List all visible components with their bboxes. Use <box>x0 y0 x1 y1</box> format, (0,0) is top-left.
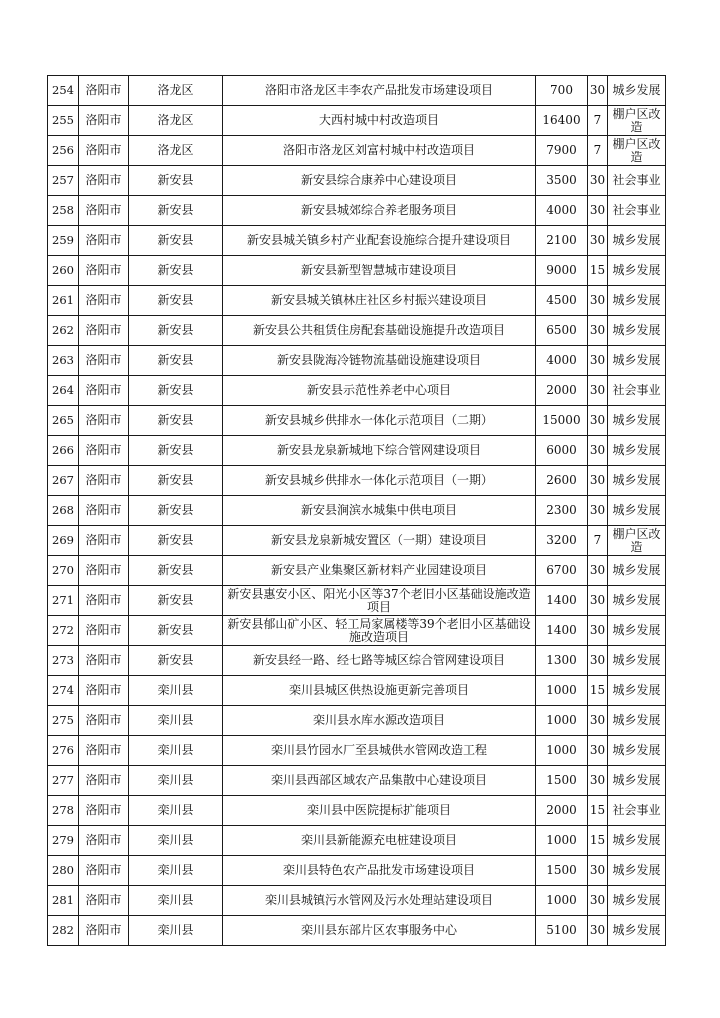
row-number-cell: 274 <box>48 676 79 706</box>
district-cell: 新安县 <box>129 166 223 196</box>
city-cell: 洛阳市 <box>79 586 129 616</box>
category-cell: 城乡发展 <box>608 766 666 796</box>
amount-cell: 4500 <box>536 286 588 316</box>
city-cell: 洛阳市 <box>79 226 129 256</box>
amount-cell: 2000 <box>536 796 588 826</box>
amount-cell: 2600 <box>536 466 588 496</box>
district-cell: 新安县 <box>129 286 223 316</box>
category-cell: 城乡发展 <box>608 706 666 736</box>
district-cell: 栾川县 <box>129 796 223 826</box>
city-cell: 洛阳市 <box>79 766 129 796</box>
project-name-cell: 新安县产业集聚区新材料产业园建设项目 <box>223 556 536 586</box>
city-cell: 洛阳市 <box>79 616 129 646</box>
district-cell: 栾川县 <box>129 706 223 736</box>
city-cell: 洛阳市 <box>79 676 129 706</box>
project-name-cell: 新安县龙泉新城安置区（一期）建设项目 <box>223 526 536 556</box>
project-name-cell: 新安县公共租赁住房配套基础设施提升改造项目 <box>223 316 536 346</box>
district-cell: 新安县 <box>129 226 223 256</box>
row-number-cell: 255 <box>48 106 79 136</box>
category-cell: 城乡发展 <box>608 556 666 586</box>
project-name-cell: 栾川县东部片区农事服务中心 <box>223 916 536 946</box>
row-number-cell: 281 <box>48 886 79 916</box>
project-name-cell: 新安县城乡供排水一体化示范项目（二期） <box>223 406 536 436</box>
years-cell: 30 <box>588 316 608 346</box>
city-cell: 洛阳市 <box>79 856 129 886</box>
district-cell: 新安县 <box>129 256 223 286</box>
category-cell: 城乡发展 <box>608 586 666 616</box>
amount-cell: 3500 <box>536 166 588 196</box>
years-cell: 30 <box>588 766 608 796</box>
amount-cell: 1000 <box>536 676 588 706</box>
category-cell: 城乡发展 <box>608 886 666 916</box>
district-cell: 新安县 <box>129 556 223 586</box>
district-cell: 新安县 <box>129 466 223 496</box>
project-name-cell: 新安县城关镇乡村产业配套设施综合提升建设项目 <box>223 226 536 256</box>
category-cell: 城乡发展 <box>608 736 666 766</box>
table-row <box>48 736 666 766</box>
years-cell: 30 <box>588 706 608 736</box>
city-cell: 洛阳市 <box>79 736 129 766</box>
district-cell: 栾川县 <box>129 676 223 706</box>
project-name-cell: 新安县示范性养老中心项目 <box>223 376 536 406</box>
table-row <box>48 316 666 346</box>
amount-cell: 1300 <box>536 646 588 676</box>
city-cell: 洛阳市 <box>79 196 129 226</box>
years-cell: 15 <box>588 796 608 826</box>
category-cell: 城乡发展 <box>608 436 666 466</box>
years-cell: 30 <box>588 466 608 496</box>
category-cell: 城乡发展 <box>608 466 666 496</box>
row-number-cell: 269 <box>48 526 79 556</box>
category-cell: 棚户区改造 <box>608 106 666 136</box>
years-cell: 7 <box>588 526 608 556</box>
table-body <box>48 76 666 946</box>
row-number-cell: 266 <box>48 436 79 466</box>
district-cell: 新安县 <box>129 616 223 646</box>
category-cell: 城乡发展 <box>608 646 666 676</box>
district-cell: 栾川县 <box>129 886 223 916</box>
table-row <box>48 226 666 256</box>
years-cell: 30 <box>588 616 608 646</box>
category-cell: 城乡发展 <box>608 226 666 256</box>
project-name-cell: 新安县城乡供排水一体化示范项目（一期） <box>223 466 536 496</box>
category-cell: 社会事业 <box>608 166 666 196</box>
city-cell: 洛阳市 <box>79 466 129 496</box>
row-number-cell: 275 <box>48 706 79 736</box>
city-cell: 洛阳市 <box>79 646 129 676</box>
district-cell: 洛龙区 <box>129 106 223 136</box>
project-name-cell: 新安县涧滨水城集中供电项目 <box>223 496 536 526</box>
table-row <box>48 796 666 826</box>
years-cell: 30 <box>588 586 608 616</box>
amount-cell: 700 <box>536 76 588 106</box>
city-cell: 洛阳市 <box>79 706 129 736</box>
city-cell: 洛阳市 <box>79 916 129 946</box>
table-row <box>48 886 666 916</box>
city-cell: 洛阳市 <box>79 886 129 916</box>
years-cell: 30 <box>588 886 608 916</box>
project-name-cell: 新安县惠安小区、阳光小区等37个老旧小区基础设施改造项目 <box>223 586 536 616</box>
row-number-cell: 262 <box>48 316 79 346</box>
table-row <box>48 346 666 376</box>
amount-cell: 1400 <box>536 586 588 616</box>
amount-cell: 1000 <box>536 736 588 766</box>
row-number-cell: 257 <box>48 166 79 196</box>
amount-cell: 4000 <box>536 346 588 376</box>
city-cell: 洛阳市 <box>79 106 129 136</box>
row-number-cell: 277 <box>48 766 79 796</box>
table-row <box>48 706 666 736</box>
table-row <box>48 376 666 406</box>
table-row <box>48 496 666 526</box>
years-cell: 30 <box>588 736 608 766</box>
years-cell: 15 <box>588 676 608 706</box>
project-name-cell: 新安县综合康养中心建设项目 <box>223 166 536 196</box>
project-name-cell: 栾川县水库水源改造项目 <box>223 706 536 736</box>
amount-cell: 2000 <box>536 376 588 406</box>
table-row <box>48 856 666 886</box>
amount-cell: 9000 <box>536 256 588 286</box>
table-row <box>48 916 666 946</box>
row-number-cell: 271 <box>48 586 79 616</box>
row-number-cell: 268 <box>48 496 79 526</box>
row-number-cell: 254 <box>48 76 79 106</box>
city-cell: 洛阳市 <box>79 166 129 196</box>
amount-cell: 2100 <box>536 226 588 256</box>
category-cell: 城乡发展 <box>608 496 666 526</box>
table-row <box>48 616 666 646</box>
years-cell: 30 <box>588 856 608 886</box>
category-cell: 棚户区改造 <box>608 526 666 556</box>
project-name-cell: 栾川县中医院提标扩能项目 <box>223 796 536 826</box>
project-name-cell: 洛阳市洛龙区丰李农产品批发市场建设项目 <box>223 76 536 106</box>
category-cell: 城乡发展 <box>608 76 666 106</box>
project-name-cell: 大西村城中村改造项目 <box>223 106 536 136</box>
row-number-cell: 272 <box>48 616 79 646</box>
city-cell: 洛阳市 <box>79 316 129 346</box>
project-name-cell: 栾川县新能源充电桩建设项目 <box>223 826 536 856</box>
category-cell: 城乡发展 <box>608 826 666 856</box>
district-cell: 栾川县 <box>129 736 223 766</box>
table-row <box>48 466 666 496</box>
amount-cell: 1500 <box>536 856 588 886</box>
district-cell: 栾川县 <box>129 826 223 856</box>
district-cell: 洛龙区 <box>129 136 223 166</box>
table-row <box>48 136 666 166</box>
row-number-cell: 267 <box>48 466 79 496</box>
project-name-cell: 新安县新型智慧城市建设项目 <box>223 256 536 286</box>
city-cell: 洛阳市 <box>79 346 129 376</box>
category-cell: 棚户区改造 <box>608 136 666 166</box>
district-cell: 洛龙区 <box>129 76 223 106</box>
table-row <box>48 406 666 436</box>
city-cell: 洛阳市 <box>79 526 129 556</box>
city-cell: 洛阳市 <box>79 496 129 526</box>
years-cell: 30 <box>588 406 608 436</box>
table-row <box>48 436 666 466</box>
district-cell: 栾川县 <box>129 856 223 886</box>
table-row <box>48 256 666 286</box>
row-number-cell: 279 <box>48 826 79 856</box>
district-cell: 新安县 <box>129 436 223 466</box>
category-cell: 社会事业 <box>608 196 666 226</box>
table-row <box>48 196 666 226</box>
amount-cell: 4000 <box>536 196 588 226</box>
project-name-cell: 新安县城郊综合养老服务项目 <box>223 196 536 226</box>
amount-cell: 6500 <box>536 316 588 346</box>
row-number-cell: 273 <box>48 646 79 676</box>
district-cell: 栾川县 <box>129 766 223 796</box>
years-cell: 30 <box>588 646 608 676</box>
table-row <box>48 286 666 316</box>
row-number-cell: 261 <box>48 286 79 316</box>
years-cell: 30 <box>588 76 608 106</box>
project-name-cell: 新安县郁山矿小区、轻工局家属楼等39个老旧小区基础设施改造项目 <box>223 616 536 646</box>
amount-cell: 1400 <box>536 616 588 646</box>
years-cell: 30 <box>588 196 608 226</box>
district-cell: 栾川县 <box>129 916 223 946</box>
project-name-cell: 栾川县西部区域农产品集散中心建设项目 <box>223 766 536 796</box>
category-cell: 社会事业 <box>608 376 666 406</box>
row-number-cell: 270 <box>48 556 79 586</box>
years-cell: 7 <box>588 106 608 136</box>
amount-cell: 15000 <box>536 406 588 436</box>
category-cell: 社会事业 <box>608 796 666 826</box>
category-cell: 城乡发展 <box>608 616 666 646</box>
city-cell: 洛阳市 <box>79 796 129 826</box>
years-cell: 30 <box>588 916 608 946</box>
district-cell: 新安县 <box>129 346 223 376</box>
row-number-cell: 276 <box>48 736 79 766</box>
amount-cell: 1000 <box>536 886 588 916</box>
project-name-cell: 栾川县竹园水厂至县城供水管网改造工程 <box>223 736 536 766</box>
table-row <box>48 646 666 676</box>
table-row <box>48 766 666 796</box>
table-row <box>48 106 666 136</box>
district-cell: 新安县 <box>129 526 223 556</box>
row-number-cell: 278 <box>48 796 79 826</box>
city-cell: 洛阳市 <box>79 286 129 316</box>
district-cell: 新安县 <box>129 406 223 436</box>
district-cell: 新安县 <box>129 496 223 526</box>
district-cell: 新安县 <box>129 376 223 406</box>
city-cell: 洛阳市 <box>79 136 129 166</box>
amount-cell: 1000 <box>536 706 588 736</box>
table-row <box>48 586 666 616</box>
district-cell: 新安县 <box>129 646 223 676</box>
district-cell: 新安县 <box>129 586 223 616</box>
table-row <box>48 76 666 106</box>
category-cell: 城乡发展 <box>608 256 666 286</box>
row-number-cell: 259 <box>48 226 79 256</box>
category-cell: 城乡发展 <box>608 346 666 376</box>
row-number-cell: 265 <box>48 406 79 436</box>
years-cell: 30 <box>588 166 608 196</box>
project-name-cell: 洛阳市洛龙区刘富村城中村改造项目 <box>223 136 536 166</box>
years-cell: 15 <box>588 826 608 856</box>
category-cell: 城乡发展 <box>608 856 666 886</box>
years-cell: 30 <box>588 496 608 526</box>
row-number-cell: 258 <box>48 196 79 226</box>
district-cell: 新安县 <box>129 316 223 346</box>
years-cell: 30 <box>588 436 608 466</box>
city-cell: 洛阳市 <box>79 556 129 586</box>
project-name-cell: 新安县城关镇林庄社区乡村振兴建设项目 <box>223 286 536 316</box>
city-cell: 洛阳市 <box>79 436 129 466</box>
project-name-cell: 栾川县城区供热设施更新完善项目 <box>223 676 536 706</box>
row-number-cell: 263 <box>48 346 79 376</box>
table-row <box>48 166 666 196</box>
category-cell: 城乡发展 <box>608 916 666 946</box>
amount-cell: 2300 <box>536 496 588 526</box>
row-number-cell: 280 <box>48 856 79 886</box>
amount-cell: 16400 <box>536 106 588 136</box>
category-cell: 城乡发展 <box>608 676 666 706</box>
amount-cell: 6700 <box>536 556 588 586</box>
amount-cell: 5100 <box>536 916 588 946</box>
row-number-cell: 260 <box>48 256 79 286</box>
city-cell: 洛阳市 <box>79 256 129 286</box>
amount-cell: 7900 <box>536 136 588 166</box>
years-cell: 30 <box>588 286 608 316</box>
amount-cell: 1500 <box>536 766 588 796</box>
years-cell: 7 <box>588 136 608 166</box>
project-table <box>47 75 666 946</box>
years-cell: 30 <box>588 346 608 376</box>
project-name-cell: 新安县陇海冷链物流基础设施建设项目 <box>223 346 536 376</box>
city-cell: 洛阳市 <box>79 406 129 436</box>
amount-cell: 1000 <box>536 826 588 856</box>
years-cell: 30 <box>588 556 608 586</box>
table-row <box>48 556 666 586</box>
row-number-cell: 282 <box>48 916 79 946</box>
project-name-cell: 新安县经一路、经七路等城区综合管网建设项目 <box>223 646 536 676</box>
project-name-cell: 新安县龙泉新城地下综合管网建设项目 <box>223 436 536 466</box>
project-name-cell: 栾川县特色农产品批发市场建设项目 <box>223 856 536 886</box>
project-name-cell: 栾川县城镇污水管网及污水处理站建设项目 <box>223 886 536 916</box>
row-number-cell: 256 <box>48 136 79 166</box>
years-cell: 30 <box>588 376 608 406</box>
district-cell: 新安县 <box>129 196 223 226</box>
city-cell: 洛阳市 <box>79 76 129 106</box>
city-cell: 洛阳市 <box>79 826 129 856</box>
category-cell: 城乡发展 <box>608 316 666 346</box>
amount-cell: 3200 <box>536 526 588 556</box>
table-row <box>48 526 666 556</box>
years-cell: 15 <box>588 256 608 286</box>
years-cell: 30 <box>588 226 608 256</box>
table-row <box>48 676 666 706</box>
amount-cell: 6000 <box>536 436 588 466</box>
city-cell: 洛阳市 <box>79 376 129 406</box>
table-row <box>48 826 666 856</box>
category-cell: 城乡发展 <box>608 406 666 436</box>
row-number-cell: 264 <box>48 376 79 406</box>
category-cell: 城乡发展 <box>608 286 666 316</box>
